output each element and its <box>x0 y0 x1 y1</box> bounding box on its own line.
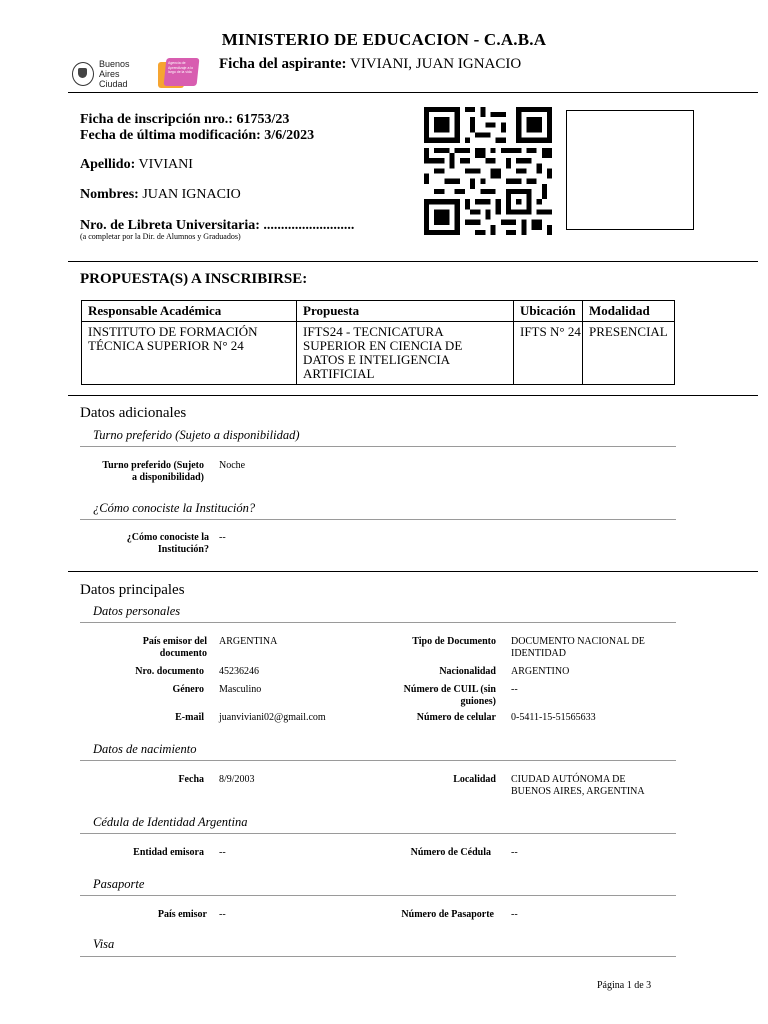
how-subheading: ¿Cómo conociste la Institución? <box>93 501 256 515</box>
label-line: guiones) <box>460 696 496 707</box>
gender-value: Masculino <box>219 684 262 695</box>
divider <box>80 895 676 896</box>
country-value: ARGENTINA <box>219 636 278 647</box>
table-cell: PRESENCIAL <box>583 322 675 385</box>
page-number: Página 1 de 3 <box>597 980 652 991</box>
buenos-aires-logo <box>72 60 152 88</box>
locality-value <box>511 774 645 798</box>
issuer-label: Entidad emisora <box>133 847 204 858</box>
phone-value: 0-5411-15-51565633 <box>511 712 596 723</box>
divider <box>80 956 676 957</box>
value-line: IDENTIDAD <box>511 648 566 659</box>
table-cell: INSTITUTO DE FORMACIÓN TÉCNICA SUPERIOR N° 24 <box>82 322 297 385</box>
doctype-label: Tipo de Documento <box>412 636 496 647</box>
label-line: ¿Cómo conociste la <box>126 532 209 543</box>
label-line: a disponibilidad) <box>132 472 204 483</box>
logo-line: Ciudad <box>99 79 128 89</box>
passport-number-value: -- <box>511 909 518 920</box>
main-heading: Datos principales <box>80 582 185 598</box>
label-line: Turno preferido (Sujeto <box>102 460 204 471</box>
cuil-label <box>360 684 496 708</box>
divider <box>80 760 676 761</box>
divider <box>80 833 676 834</box>
visa-subheading: Visa <box>93 937 115 951</box>
applicant-name: VIVIANI, JUAN IGNACIO <box>349 56 522 72</box>
birth-subheading: Datos de nacimiento <box>93 742 197 756</box>
gender-label: Género <box>172 684 204 695</box>
table-cell: IFTS N° 24 <box>514 322 583 385</box>
page-title: MINISTERIO DE EDUCACION - C.A.B.A <box>221 30 547 49</box>
label-line: Número de CUIL (sin <box>403 684 496 695</box>
proposals-table <box>81 300 675 385</box>
column-header: Ubicación <box>514 301 583 322</box>
value-line: BUENOS AIRES, ARGENTINA <box>511 786 645 797</box>
column-header: Modalidad <box>583 301 675 322</box>
column-header: Responsable Académica <box>82 301 297 322</box>
personal-subheading: Datos personales <box>93 604 181 618</box>
logo-line: Aires <box>99 69 120 79</box>
docnum-label: Nro. documento <box>135 666 204 677</box>
passport-country-value: -- <box>219 909 226 920</box>
how-label <box>80 532 209 556</box>
passport-country-label: País emisor <box>157 909 207 920</box>
names-label: Nombres: <box>80 187 139 202</box>
passport-subheading: Pasaporte <box>93 877 145 891</box>
cuil-value: -- <box>511 684 518 695</box>
surname-label: Apellido: <box>80 157 136 172</box>
id-card-subheading: Cédula de Identidad Argentina <box>93 815 248 829</box>
agency-logo-text: Agencia de Aprendizaje a lo largo de la vida <box>168 61 194 74</box>
birth-date-value: 8/9/2003 <box>219 774 255 785</box>
table-header-row <box>82 301 675 322</box>
surname-row <box>80 157 193 173</box>
divider <box>68 92 758 93</box>
names-value: JUAN IGNACIO <box>142 187 241 202</box>
applicant-line <box>219 56 521 73</box>
email-value: juanviviani02@gmail.com <box>219 712 326 723</box>
qr-code-icon <box>424 107 552 235</box>
city-seal-icon <box>72 62 94 86</box>
divider <box>80 622 676 623</box>
table-cell: IFTS24 - TECNICATURA SUPERIOR EN CIENCIA DE DATOS E INTELIGENCIA ARTIFICIAL <box>297 322 514 385</box>
phone-label: Número de celular <box>416 712 496 723</box>
value-line: CIUDAD AUTÓNOMA DE <box>511 774 626 785</box>
last-modified: Fecha de última modificación: 3/6/2023 <box>80 128 315 143</box>
birth-date-label: Fecha <box>178 774 204 785</box>
column-header: Propuesta <box>297 301 514 322</box>
nationality-label: Nacionalidad <box>439 666 496 677</box>
divider <box>68 571 758 572</box>
locality-label: Localidad <box>453 774 496 785</box>
email-label: E-mail <box>175 712 204 723</box>
proposals-heading: PROPUESTA(S) A INSCRIBIRSE: <box>80 271 308 287</box>
doctype-value <box>511 636 645 660</box>
registration-number: Ficha de inscripción nro.: 61753/23 <box>80 112 290 127</box>
value-line: DOCUMENTO NACIONAL DE <box>511 636 645 647</box>
nationality-value: ARGENTINO <box>511 666 570 677</box>
photo-placeholder <box>566 110 694 230</box>
id-number-label: Número de Cédula <box>410 847 491 858</box>
additional-heading: Datos adicionales <box>80 405 187 421</box>
agency-logo <box>158 58 198 88</box>
surname-value: VIVIANI <box>138 157 193 172</box>
names-row <box>80 187 241 203</box>
how-value: -- <box>219 532 226 543</box>
divider <box>68 261 758 262</box>
docnum-value: 45236246 <box>219 666 259 677</box>
shift-subheading: Turno preferido (Sujeto a disponibilidad) <box>93 428 300 442</box>
logo-line: Buenos <box>99 59 130 69</box>
booklet-number: Nro. de Libreta Universitaria: .......................... <box>80 218 355 233</box>
applicant-label: Ficha del aspirante: <box>219 56 347 72</box>
label-line: documento <box>159 648 207 659</box>
shift-label <box>80 460 204 484</box>
label-line: País emisor del <box>142 636 207 647</box>
shift-value: Noche <box>219 460 246 471</box>
divider <box>80 446 676 447</box>
booklet-note: (a completar por la Dir. de Alumnos y Graduados) <box>80 232 241 241</box>
id-number-value: -- <box>511 847 518 858</box>
label-line: Institución? <box>157 544 209 555</box>
passport-number-label: Número de Pasaporte <box>401 909 494 920</box>
divider <box>80 519 676 520</box>
table-row <box>82 322 675 385</box>
issuer-value: -- <box>219 847 226 858</box>
divider <box>68 395 758 396</box>
country-label <box>80 636 207 660</box>
